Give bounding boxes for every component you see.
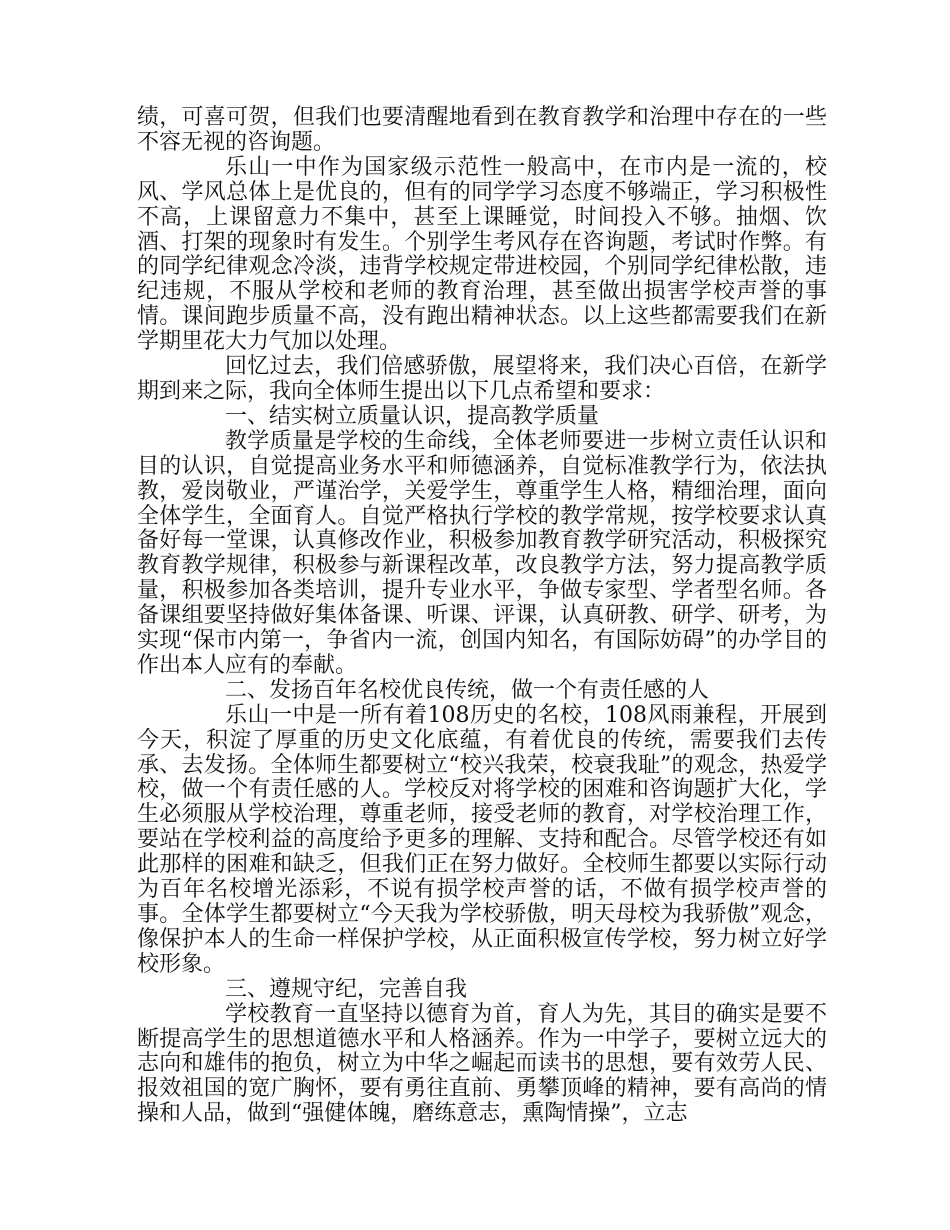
section-heading-1: 一、结实树立质量认识，提高教学质量: [225, 403, 600, 429]
paragraph-6: 学校教育一直坚持以德育为首，育人为先，其目的确实是要不断提高学生的思想道德水平和人格涵养。作为一中学子，要树立远大的志向和雄伟的抱负，树立为中华之崛起而读书的思想，要有效劳人民、报效祖国的宽广胸怀，要有勇往直前、勇攀顶峰的精神，要有高尚的情操和人品，做到“强健体魄，磨练意志，熏陶情操”，立志: [137, 1001, 827, 1127]
section-heading-2: 二、发扬百年名校优良传统，做一个有责任感的人: [225, 677, 710, 703]
paragraph-3: 回忆过去，我们倍感骄傲，展望将来，我们决心百倍，在新学期到来之际，我向全体师生提出以下几点希望和要求：: [137, 354, 827, 404]
document-page: [137, 106, 827, 1127]
paragraph-5: 乐山一中是一所有着108历史的名校，108风雨兼程，开展到今天，积淀了厚重的历史文化底蕴，有着优良的传统，需要我们去传承、去发扬。全体师生都要树立“校兴我荣，校衰我耻”的观念，热爱学校，做一个有责任感的人。学校反对将学校的困难和咨询题扩大化，学生必须服从学校治理，尊重老师，接受老师的教育，对学校治理工作，要站在学校利益的高度给予更多的理解、支持和配合。尽管学校还有如此那样的困难和缺乏，但我们正在努力做好。全校师生都要以实际行动为百年名校增光添彩，不说有损学校声誉的话，不做有损学校声誉的事。全体学生都要树立“今天我为学校骄傲，明天母校为我骄傲”观念，像保护本人的生命一样保护学校，从正面积极宣传学校，努力树立好学校形象。: [137, 702, 827, 977]
paragraph-4: 教学质量是学校的生命线，全体老师要进一步树立责任认识和目的认识，自觉提高业务水平和师德涵养，自觉标准教学行为，依法执教，爱岗敬业，严谨治学，关爱学生，尊重学生人格，精细治理，面向全体学生，全面育人。自觉严格执行学校的教学常规，按学校要求认真备好每一堂课，认真修改作业，积极参加教育教学研究活动，积极探究教育教学规律，积极参与新课程改革，改良教学方法，努力提高教学质量，积极参加各类培训，提升专业水平，争做专家型、学者型名师。各备课组要坚持做好集体备课、听课、评课，认真研教、研学、研考，为实现“保市内第一，争省内一流，创国内知名，有国际妨碍”的办学目的作出本人应有的奉献。: [137, 428, 827, 678]
paragraph-2: 乐山一中作为国家级示范性一般高中，在市内是一流的，校风、学风总体上是优良的，但有的同学学习态度不够端正，学习积极性不高，上课留意力不集中，甚至上课睡觉，时间投入不够。抽烟、饮酒、打架的现象时有发生。个别学生考风存在咨询题，考试时作弊。有的同学纪律观念冷淡，违背学校规定带进校园，个别同学纪律松散，违纪违规，不服从学校和老师的教育治理，甚至做出损害学校声誉的事情。课间跑步质量不高，没有跑出精神状态。以上这些都需要我们在新学期里花大力气加以处理。: [137, 154, 827, 355]
section-heading-3: 三、遵规守纪，完善自我: [225, 976, 468, 1002]
paragraph-1: 绩，可喜可贺，但我们也要清醒地看到在教育教学和治理中存在的一些不容无视的咨询题。: [137, 105, 827, 155]
